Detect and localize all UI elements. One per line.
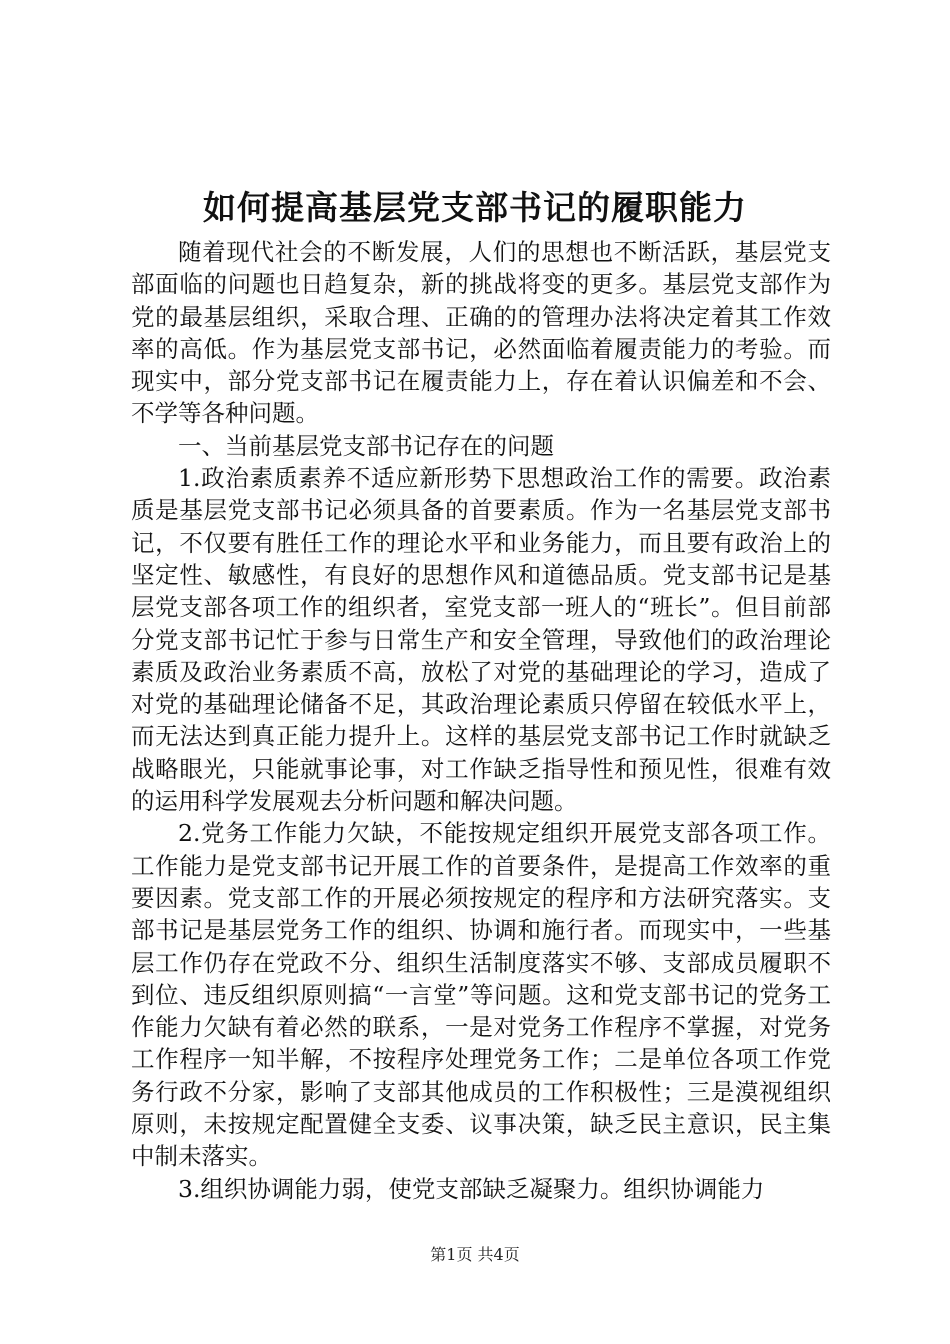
- paragraph-intro: 随着现代社会的不断发展，人们的思想也不断活跃，基层党支部面临的问题也日趋复杂，新的挑战将变的更多。基层党支部作为党的最基层组织，采取合理、正确的的管理办法将决定着其工作效率的高低。作为基层党支部书记，必然面临着履责能力的考验。而现实中，部分党支部书记在履责能力上，存在着认识偏差和不会、不学等各种问题。: [131, 238, 831, 428]
- page-footer: 第1页 共4页: [430, 1245, 520, 1264]
- paragraph-item-1: 1.政治素质素养不适应新形势下思想政治工作的需要。政治素质是基层党支部书记必须具备的首要素质。作为一名基层党支部书记，不仅要有胜任工作的理论水平和业务能力，而且要有政治上的坚定性、敏感性，有良好的思想作风和道德品质。党支部书记是基层党支部各项工作的组织者，室党支部一班人的“班长”。但目前部分党支部书记忙于参与日常生产和安全管理，导致他们的政治理论素质及政治业务素质不高，放松了对党的基础理论的学习，造成了对党的基础理论储备不足，其政治理论素质只停留在较低水平上，而无法达到真正能力提升上。这样的基层党支部书记工作时就缺乏战略眼光，只能就事论事，对工作缺乏指导性和预见性，很难有效的运用科学发展观去分析问题和解决问题。: [131, 464, 831, 816]
- paragraph-item-2: 2.党务工作能力欠缺，不能按规定组织开展党支部各项工作。工作能力是党支部书记开展工作的首要条件，是提高工作效率的重要因素。党支部工作的开展必须按规定的程序和方法研究落实。支部书记是基层党务工作的组织、协调和施行者。而现实中，一些基层工作仍存在党政不分、组织生活制度落实不够、支部成员履职不到位、违反组织原则搞“一言堂”等问题。这和党支部书记的党务工作能力欠缺有着必然的联系，一是对党务工作程序不掌握，对党务工作程序一知半解，不按程序处理党务工作；二是单位各项工作党务行政不分家，影响了支部其他成员的工作积极性；三是漠视组织原则，未按规定配置健全支委、议事决策，缺乏民主意识，民主集中制未落实。: [131, 819, 831, 1171]
- document-title: 如何提高基层党支部书记的履职能力: [203, 188, 747, 227]
- paragraph-item-3: 3.组织协调能力弱，使党支部缺乏凝聚力。组织协调能力: [178, 1174, 765, 1203]
- document-body: [131, 236, 831, 1205]
- section-heading: 一、当前基层党支部书记存在的问题: [178, 431, 554, 460]
